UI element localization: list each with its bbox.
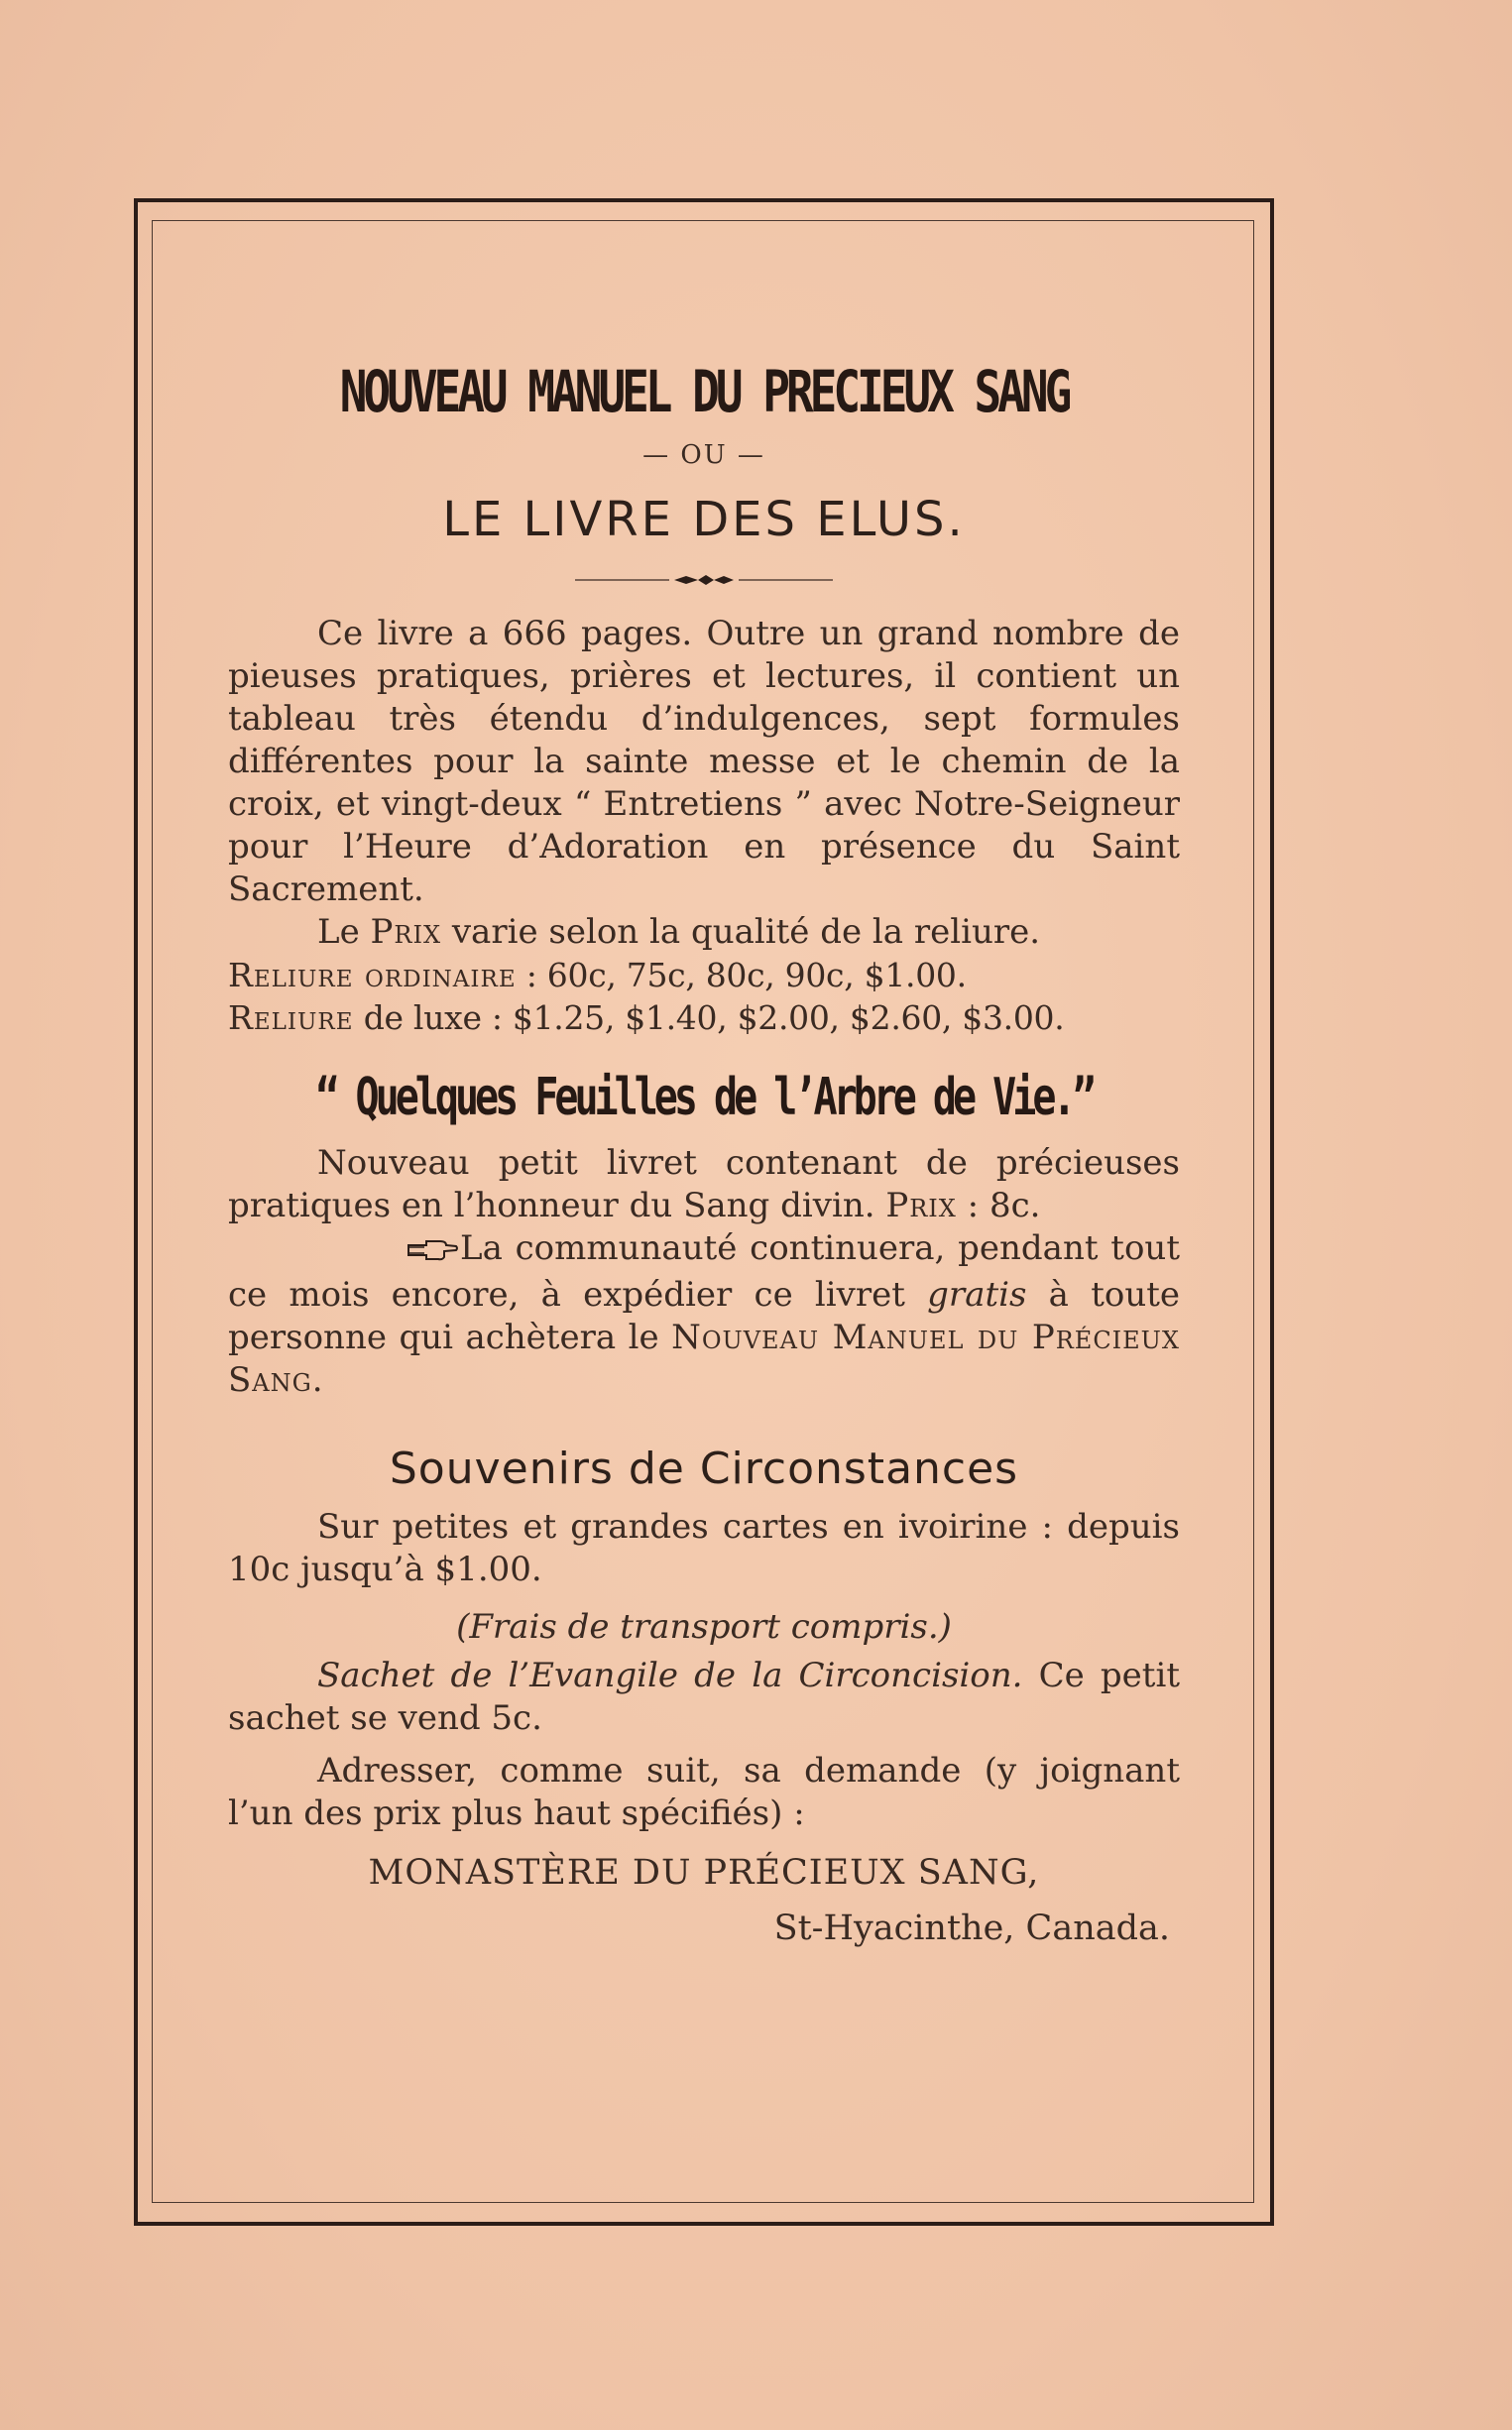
binding-luxury-label: Reliure bbox=[228, 998, 354, 1037]
feuilles-heading: “ Quelques Feuilles de l’Arbre de Vie.” bbox=[315, 1068, 1093, 1127]
price-word: Prix bbox=[370, 912, 442, 952]
manual-title: NOUVEAU MANUEL DU PRECIEUX SANG bbox=[339, 358, 1069, 425]
sachet-title: Sachet de l’Evangile de la Circoncision. bbox=[317, 1656, 1023, 1695]
feuilles-text: Nouveau petit livret contenant de précieuses pratiques en l’honneur du Sang divin. Prix : 8c. bbox=[228, 1143, 1180, 1225]
ornament-divider bbox=[228, 571, 1180, 583]
souvenirs-text: Sur petites et grandes cartes en ivoirine : depuis 10c jusqu’à $1.00. bbox=[228, 1507, 1180, 1589]
souvenirs-heading: Souvenirs de Circonstances bbox=[389, 1444, 1019, 1494]
address-name: MONASTÈRE DU PRÉCIEUX SANG, bbox=[368, 1853, 1040, 1893]
page-content bbox=[228, 327, 1180, 1948]
gratis-word: gratis bbox=[927, 1275, 1027, 1315]
address-city: St-Hyacinthe, Canada. bbox=[773, 1909, 1170, 1948]
feuilles-prix-word: Prix bbox=[885, 1186, 957, 1225]
binding-ordinary-label: Reliure ordinaire bbox=[228, 956, 517, 994]
manual-description: Ce livre a 666 pages. Outre un grand nombre de pieuses pratiques, prières et lectures, il contient un tableau très étendu d’indulgences, sept formules différentes pour la sainte messe et le chemin de la croix, et vingt-deux “ Entretiens ” avec Notre-Seigneur pour l’Heure d’Adoration en présence du Saint Sacrement. bbox=[228, 614, 1180, 909]
binding-ordinary: Reliure ordinaire : 60c, 75c, 80c, 90c, $1.00. bbox=[228, 956, 967, 994]
or-separator: — OU — bbox=[642, 440, 765, 470]
address-intro: Adresser, comme suit, sa demande (y joignant l’un des prix plus haut spécifiés) : bbox=[228, 1751, 1180, 1833]
feuilles-notice: La communauté continuera, pendant tout ce mois encore, à expédier ce livret gratis à toute personne qui achètera le Nouveau Manuel du Précieux Sang. bbox=[228, 1228, 1181, 1400]
manual-subtitle: LE LIVRE DES ELUS. bbox=[442, 492, 966, 547]
price-intro: Le Prix varie selon la qualité de la reliure. bbox=[317, 912, 1041, 952]
binding-luxury: Reliure de luxe : $1.25, $1.40, $2.00, $2.60, $3.00. bbox=[228, 998, 1065, 1037]
sachet-text: Sachet de l’Evangile de la Circoncision. Ce petit sachet se vend 5c. bbox=[228, 1656, 1181, 1738]
pointing-hand-icon bbox=[317, 1231, 458, 1274]
manual-name: Nouveau Manuel du Précieux Sang bbox=[228, 1318, 1180, 1400]
transport-note: (Frais de transport compris.) bbox=[456, 1607, 952, 1647]
